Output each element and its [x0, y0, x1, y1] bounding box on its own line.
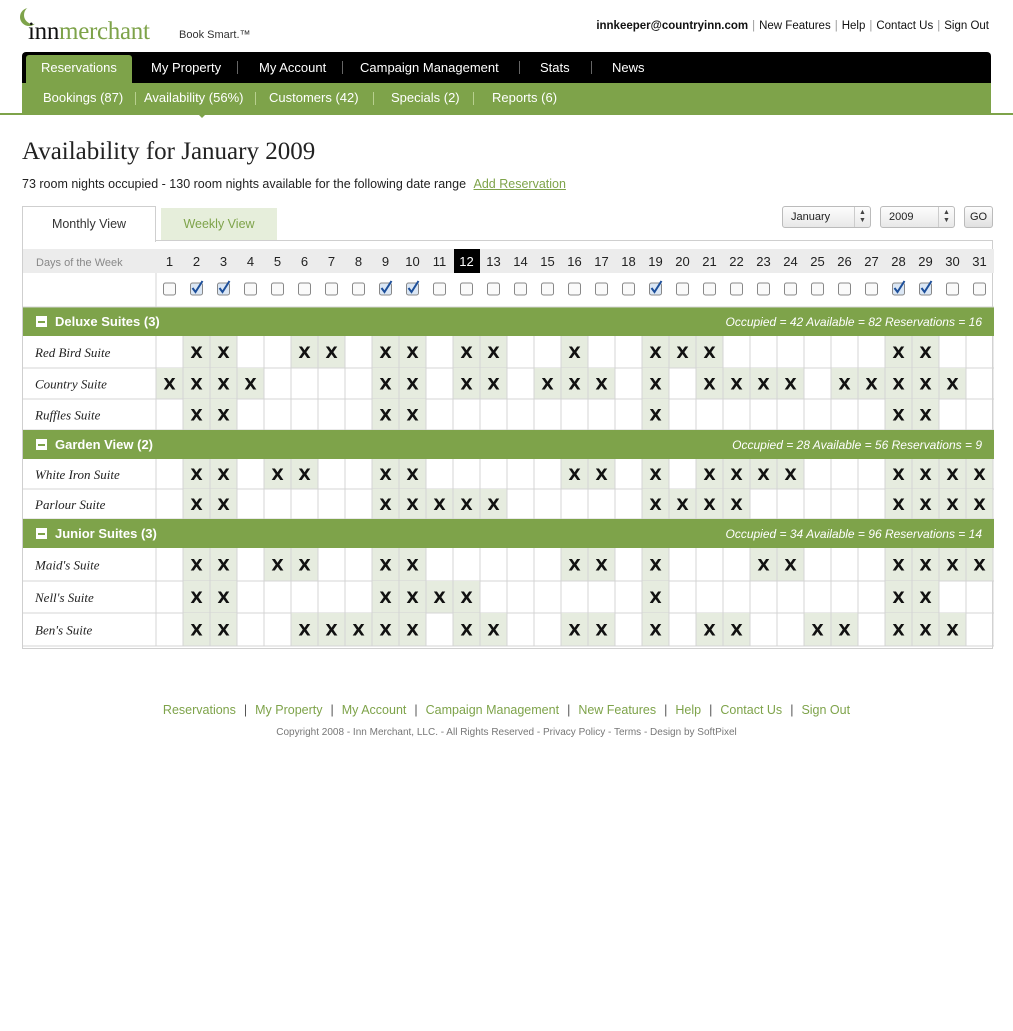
nav-campaign-management[interactable]: Campaign Management — [360, 60, 499, 75]
availability-summary — [22, 177, 566, 191]
booked-mark: X — [595, 374, 608, 394]
booked-mark: X — [568, 555, 581, 575]
nav-divider — [237, 61, 238, 74]
footer-separator: | — [567, 703, 571, 717]
footer-separator: | — [664, 703, 668, 717]
booked-mark: X — [217, 588, 230, 607]
nav-divider — [342, 61, 343, 74]
subnav-reports[interactable]: Reports (6) — [492, 90, 558, 105]
day-number: 20 — [675, 254, 690, 269]
day-number: 14 — [513, 254, 528, 269]
group-stats: Occupied = 28 Available = 56 Reservations = 9 — [732, 438, 982, 452]
day-checkbox[interactable] — [569, 283, 581, 295]
tab-monthly-view[interactable]: Monthly View — [22, 206, 156, 242]
booked-mark: X — [190, 374, 203, 394]
day-checkbox[interactable] — [542, 283, 554, 295]
day-checkbox[interactable] — [299, 283, 311, 295]
room-name[interactable]: White Iron Suite — [35, 467, 120, 482]
booked-mark: X — [406, 588, 419, 607]
booked-mark: X — [811, 620, 824, 640]
booked-mark: X — [676, 343, 689, 362]
booked-mark: X — [406, 405, 419, 425]
booked-mark: X — [487, 343, 500, 362]
go-button[interactable]: GO — [964, 206, 993, 228]
day-number: 13 — [486, 254, 501, 269]
group-stats: Occupied = 42 Available = 82 Reservations = 16 — [725, 315, 982, 329]
booked-mark: X — [730, 620, 743, 640]
day-checkbox[interactable] — [839, 283, 851, 295]
day-number: 2 — [192, 254, 201, 269]
day-checkbox[interactable] — [677, 283, 689, 295]
booked-mark: X — [892, 465, 905, 484]
minus-icon — [38, 533, 45, 535]
day-checkbox[interactable] — [596, 283, 608, 295]
booked-mark: X — [217, 620, 230, 640]
day-checkbox[interactable] — [515, 283, 527, 295]
booked-mark: X — [406, 555, 419, 575]
booked-mark: X — [406, 343, 419, 362]
separator: | — [834, 20, 838, 32]
booked-mark: X — [190, 588, 203, 607]
nav-my-property[interactable]: My Property — [151, 60, 222, 75]
footer-link-reservations[interactable]: Reservations — [162, 703, 236, 717]
day-number: 23 — [756, 254, 771, 269]
nav-stats[interactable]: Stats — [540, 60, 570, 75]
booked-mark: X — [946, 555, 959, 575]
booked-mark: X — [730, 495, 743, 514]
day-checkbox[interactable] — [164, 283, 176, 295]
day-number: 22 — [729, 254, 744, 269]
booked-mark: X — [676, 495, 689, 514]
booked-mark: X — [298, 465, 311, 484]
booked-mark: X — [460, 374, 473, 394]
booked-mark: X — [649, 588, 662, 607]
day-number: 5 — [273, 254, 282, 269]
subnav-divider — [473, 92, 474, 105]
booked-mark: X — [946, 495, 959, 514]
day-number: 1 — [165, 254, 174, 269]
booked-mark: X — [784, 555, 797, 575]
room-name[interactable]: Ben's Suite — [35, 622, 93, 638]
booked-mark: X — [703, 620, 716, 640]
minus-icon — [38, 321, 45, 323]
booked-mark: X — [487, 495, 500, 514]
logo-wordmark — [28, 18, 150, 46]
footer-separator: | — [414, 703, 418, 717]
booked-mark: X — [946, 620, 959, 640]
booked-mark: X — [460, 495, 473, 514]
day-checkbox[interactable] — [974, 283, 986, 295]
booked-mark: X — [973, 555, 986, 575]
sub-nav — [22, 83, 991, 113]
day-checkbox[interactable] — [434, 283, 446, 295]
new-features-link[interactable]: New Features — [759, 20, 831, 32]
booked-mark: X — [190, 465, 203, 484]
booked-mark: X — [703, 465, 716, 484]
footer-link-my-account[interactable]: My Account — [341, 703, 407, 717]
booked-mark: X — [649, 555, 662, 575]
booked-mark: X — [217, 465, 230, 484]
contact-link[interactable]: Contact Us — [876, 20, 934, 32]
day-number: 16 — [567, 254, 582, 269]
day-number: 18 — [621, 254, 636, 269]
calendar-grid-svg — [23, 241, 994, 650]
booked-mark: X — [190, 620, 203, 640]
booked-mark: X — [217, 405, 230, 425]
booked-mark: X — [298, 555, 311, 575]
day-number: 8 — [354, 254, 363, 269]
day-number: 21 — [702, 254, 717, 269]
group-name[interactable]: Junior Suites (3) — [55, 526, 157, 541]
booked-mark: X — [919, 495, 932, 514]
booked-mark: X — [595, 465, 608, 484]
nav-reservations[interactable]: Reservations — [26, 55, 132, 83]
booked-mark: X — [649, 495, 662, 514]
minus-icon — [38, 444, 45, 446]
booked-mark: X — [919, 405, 932, 425]
group-name[interactable]: Deluxe Suites (3) — [55, 314, 160, 329]
booked-mark: X — [649, 343, 662, 362]
booked-mark: X — [703, 343, 716, 362]
main-nav — [22, 52, 991, 83]
booked-mark: X — [244, 374, 257, 394]
room-name[interactable]: Ruffles Suite — [35, 407, 101, 423]
group-stats: Occupied = 34 Available = 96 Reservations = 14 — [725, 527, 982, 541]
day-number: 15 — [540, 254, 555, 269]
day-number: 19 — [648, 254, 663, 269]
booked-mark: X — [919, 465, 932, 484]
booked-mark: X — [757, 374, 770, 394]
booked-mark: X — [325, 620, 338, 640]
day-checkbox[interactable] — [812, 283, 824, 295]
day-number: 27 — [864, 254, 879, 269]
booked-mark: X — [190, 495, 203, 514]
nav-news[interactable]: News — [612, 60, 645, 75]
day-checkbox[interactable] — [353, 283, 365, 295]
day-checkbox[interactable] — [488, 283, 500, 295]
booked-mark: X — [190, 555, 203, 575]
month-select-value: January — [791, 211, 831, 223]
booked-mark: X — [838, 374, 851, 394]
days-of-week-label: Days of the Week — [36, 257, 123, 269]
footer-separator: | — [709, 703, 713, 717]
booked-mark: X — [649, 465, 662, 484]
booked-mark: X — [352, 620, 365, 640]
booked-mark: X — [649, 620, 662, 640]
day-number: 31 — [972, 254, 987, 269]
booked-mark: X — [460, 343, 473, 362]
booked-mark: X — [379, 465, 392, 484]
footer-link-contact-us[interactable]: Contact Us — [720, 703, 783, 717]
footer-link-my-property[interactable]: My Property — [255, 703, 323, 717]
page-title: Availability for January 2009 — [22, 138, 316, 165]
day-checkbox[interactable] — [731, 283, 743, 295]
sign-out-link[interactable]: Sign Out — [944, 20, 989, 32]
booked-mark: X — [595, 555, 608, 575]
booked-mark: X — [757, 465, 770, 484]
booked-mark: X — [892, 495, 905, 514]
day-checkbox[interactable] — [461, 283, 473, 295]
booked-mark: X — [865, 374, 878, 394]
booked-mark: X — [595, 620, 608, 640]
booked-mark: X — [379, 588, 392, 607]
day-number: 10 — [405, 254, 420, 269]
booked-mark: X — [919, 374, 932, 394]
subnav-divider — [135, 92, 136, 105]
year-select-value: 2009 — [889, 211, 914, 223]
booked-mark: X — [217, 555, 230, 575]
booked-mark: X — [325, 343, 338, 362]
booked-mark: X — [379, 374, 392, 394]
booked-mark: X — [919, 343, 932, 362]
footer-separator: | — [330, 703, 334, 717]
booked-mark: X — [892, 374, 905, 394]
day-checkbox[interactable] — [704, 283, 716, 295]
footer-separator: | — [243, 703, 248, 717]
booked-mark: X — [190, 405, 203, 425]
booked-mark: X — [973, 495, 986, 514]
booked-mark: X — [541, 374, 554, 394]
booked-mark: X — [946, 465, 959, 484]
day-number: 24 — [783, 254, 798, 269]
copyright: Copyright 2008 - Inn Merchant, LLC. - All Rights Reserved - Privacy Policy - Terms - Design by SoftPixel — [276, 727, 737, 738]
booked-mark: X — [784, 374, 797, 394]
booked-mark: X — [919, 588, 932, 607]
day-number: 11 — [432, 254, 447, 269]
booked-mark: X — [271, 465, 284, 484]
booked-mark: X — [163, 374, 176, 394]
footer-link-help[interactable]: Help — [675, 703, 702, 717]
room-name[interactable]: Nell's Suite — [35, 590, 94, 605]
day-number: 7 — [327, 254, 336, 269]
booked-mark: X — [568, 343, 581, 362]
day-number: 30 — [945, 254, 960, 269]
day-number: 3 — [219, 254, 228, 269]
day-number: 4 — [246, 254, 255, 269]
room-name[interactable]: Country Suite — [35, 376, 107, 392]
booked-mark: X — [892, 620, 905, 640]
add-reservation-link[interactable]: Add Reservation — [473, 177, 566, 191]
day-checkbox[interactable] — [623, 283, 635, 295]
month-select[interactable] — [782, 206, 871, 228]
footer-links — [0, 703, 1013, 717]
booked-mark: X — [487, 620, 500, 640]
booked-mark: X — [730, 465, 743, 484]
day-checkbox[interactable] — [785, 283, 797, 295]
tab-weekly-view[interactable]: Weekly View — [161, 208, 277, 241]
booked-mark: X — [406, 465, 419, 484]
nav-divider — [519, 61, 520, 74]
subnav-availability[interactable]: Availability (56%) — [144, 90, 244, 105]
logo-part-inn: inn — [28, 18, 60, 45]
booked-mark: X — [919, 620, 932, 640]
booked-mark: X — [703, 495, 716, 514]
booked-mark: X — [730, 374, 743, 394]
booked-mark: X — [568, 620, 581, 640]
day-number: 6 — [300, 254, 309, 269]
booked-mark: X — [379, 620, 392, 640]
day-number: 9 — [381, 254, 390, 269]
booked-mark: X — [298, 620, 311, 640]
room-name[interactable]: Parlour Suite — [35, 497, 106, 512]
footer-separator: | — [790, 703, 794, 717]
subnav-customers[interactable]: Customers (42) — [269, 90, 359, 105]
account-links — [596, 20, 989, 32]
booked-mark: X — [919, 555, 932, 575]
footer-link-sign-out[interactable]: Sign Out — [801, 703, 851, 717]
booked-mark: X — [892, 555, 905, 575]
booked-mark: X — [703, 374, 716, 394]
separator: | — [869, 20, 873, 32]
booked-mark: X — [217, 374, 230, 394]
subnav-specials[interactable]: Specials (2) — [391, 90, 460, 105]
booked-mark: X — [892, 405, 905, 425]
day-number: 26 — [837, 254, 852, 269]
user-email-link[interactable]: innkeeper@countryinn.com — [596, 20, 749, 32]
help-link[interactable]: Help — [841, 20, 866, 32]
booked-mark: X — [460, 588, 473, 607]
booked-mark: X — [973, 465, 986, 484]
select-arrows-icon: ▲ ▼ — [854, 207, 870, 227]
booked-mark: X — [433, 495, 446, 514]
footer-link-campaign-management[interactable]: Campaign Management — [425, 703, 560, 717]
booked-mark: X — [784, 465, 797, 484]
logo[interactable] — [22, 6, 262, 46]
year-select[interactable] — [880, 206, 955, 228]
booked-mark: X — [379, 495, 392, 514]
room-name[interactable]: Maid's Suite — [35, 557, 100, 573]
separator: | — [937, 20, 941, 32]
day-number: 28 — [891, 254, 906, 269]
day-checkbox[interactable] — [758, 283, 770, 295]
booked-mark: X — [298, 343, 311, 362]
day-number: 12 — [459, 254, 474, 269]
day-checkbox[interactable] — [245, 283, 257, 295]
select-arrows-icon: ▲ ▼ — [938, 207, 954, 227]
day-checkbox[interactable] — [866, 283, 878, 295]
booked-mark: X — [433, 588, 446, 607]
logo-tagline: Book Smart.™ — [179, 29, 251, 41]
booked-mark: X — [946, 374, 959, 394]
nav-divider — [591, 61, 592, 74]
booked-mark: X — [190, 343, 203, 362]
booked-mark: X — [487, 374, 500, 394]
booked-mark: X — [892, 343, 905, 362]
day-checkbox[interactable] — [272, 283, 284, 295]
day-checkbox[interactable] — [947, 283, 959, 295]
booked-mark: X — [406, 374, 419, 394]
booked-mark: X — [838, 620, 851, 640]
booked-mark: X — [568, 374, 581, 394]
booked-mark: X — [649, 405, 662, 425]
subnav-divider — [255, 92, 256, 105]
booked-mark: X — [217, 343, 230, 362]
booked-mark: X — [406, 620, 419, 640]
group-name[interactable]: Garden View (2) — [55, 437, 154, 452]
booked-mark: X — [460, 620, 473, 640]
booked-mark: X — [217, 495, 230, 514]
booked-mark: X — [271, 555, 284, 575]
booked-mark: X — [568, 465, 581, 484]
separator: | — [752, 20, 756, 32]
nav-my-account[interactable]: My Account — [259, 60, 327, 75]
header-rule — [0, 113, 1013, 115]
day-number: 17 — [594, 254, 609, 269]
day-number: 29 — [918, 254, 933, 269]
booked-mark: X — [379, 405, 392, 425]
day-number: 25 — [810, 254, 825, 269]
booked-mark: X — [379, 555, 392, 575]
subnav-divider — [373, 92, 374, 105]
booked-mark: X — [379, 343, 392, 362]
booked-mark: X — [757, 555, 770, 575]
subnav-bookings[interactable]: Bookings (87) — [43, 90, 124, 105]
day-checkbox[interactable] — [326, 283, 338, 295]
summary-text: 73 room nights occupied - 130 room nights available for the following date range — [22, 177, 467, 191]
availability-calendar — [22, 240, 993, 649]
logo-part-merchant: merchant — [59, 18, 150, 45]
room-name[interactable]: Red Bird Suite — [35, 345, 111, 360]
booked-mark: X — [406, 495, 419, 514]
booked-mark: X — [649, 374, 662, 394]
booked-mark: X — [892, 588, 905, 607]
footer-link-new-features[interactable]: New Features — [578, 703, 657, 717]
